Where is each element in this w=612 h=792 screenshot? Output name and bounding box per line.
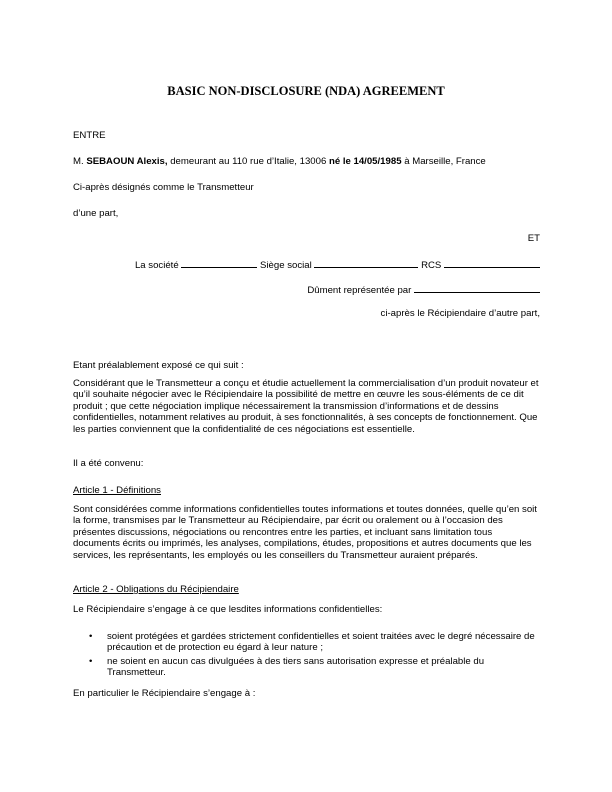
siege-blank	[314, 259, 418, 268]
et-label: ET	[527, 233, 540, 244]
article2-heading: Article 2 - Obligations du Récipiendaire	[73, 584, 239, 595]
designation-transmetteur: Ci-après désignés comme le Transmetteur	[73, 182, 254, 193]
list-item: • soient protégées et gardées strictement confidentielles et soient traitées avec le degré nécessaire de précaution et de protection eu égard à leur nature ;	[89, 631, 535, 654]
dune-part: d’une part,	[73, 208, 119, 219]
rcs-label: RCS	[418, 260, 444, 271]
list-item: • ne soient en aucun cas divulguées à des tiers sans autorisation expresse et préalable du Transmetteur.	[89, 655, 485, 679]
entre-label: ENTRE	[73, 130, 106, 141]
article1-paragraph: Sont considérées comme informations confidentielles toutes informations et toutes données, quelle qu’en soit la forme, transmises par le Transmetteur au Récipiendaire, par écrit ou oralement ou à l’occasion des présentes discussions, négociations ou rencontres entre les parties, et incluant sans limitation tous documents écrits ou imprimés, les analyses, compilations, études, propositions et autres documents que les services, les représentants, les employés ou les conseillers du Transmetteur auraient préparés.	[73, 504, 537, 561]
article2-particulier: En particulier le Récipiendaire s’engage à :	[73, 688, 256, 699]
societe-label: La société	[134, 260, 182, 271]
societe-blank	[181, 259, 257, 268]
obligations-list	[73, 631, 541, 681]
party1-birth: né le 14/05/1985	[328, 156, 402, 167]
represente-line	[307, 284, 540, 296]
siege-label: Siège social	[257, 260, 315, 271]
represente-label: Dûment représentée par	[307, 285, 414, 296]
rcs-blank	[444, 259, 540, 268]
party1-place: à Marseille, France	[401, 156, 486, 167]
considerant-paragraph: Considérant que le Transmetteur a conçu et étudie actuellement la commercialisation d’un produit novateur et qu’il souhaite négocier avec le Récipiendaire la possibilité de mettre en œuvre les sous-éléments de ce dit produit ; que cette négociation implique nécessairement la transmission d’informations et de dessins confidentielles, notamment relatives au produit, à ses fonctionnalités, à ses concepts de fonctionnement. Que les parties conviennent que la confidentialité de ces négociations est essentielle.	[73, 378, 539, 435]
societe-line	[135, 259, 540, 271]
convenu: Il a été convenu:	[73, 458, 144, 469]
prealable: Etant préalablement exposé ce qui suit :	[73, 360, 244, 371]
represente-blank	[414, 284, 540, 293]
designation-recipiendaire: ci-après le Récipiendaire d’autre part,	[380, 308, 540, 319]
party1-prefix: M.	[73, 156, 87, 167]
document-title: BASIC NON-DISCLOSURE (NDA) AGREEMENT	[167, 84, 445, 98]
party1-name: SEBAOUN Alexis,	[86, 156, 168, 167]
article2-intro: Le Récipiendaire s’engage à ce que lesdites informations confidentielles:	[73, 604, 383, 615]
bullet-icon: •	[89, 631, 93, 642]
party1-line	[73, 156, 486, 167]
article1-heading: Article 1 - Définitions	[73, 485, 161, 496]
bullet-icon: •	[89, 655, 93, 667]
party1-address: demeurant au 110 rue d’Italie, 13006	[167, 156, 329, 167]
